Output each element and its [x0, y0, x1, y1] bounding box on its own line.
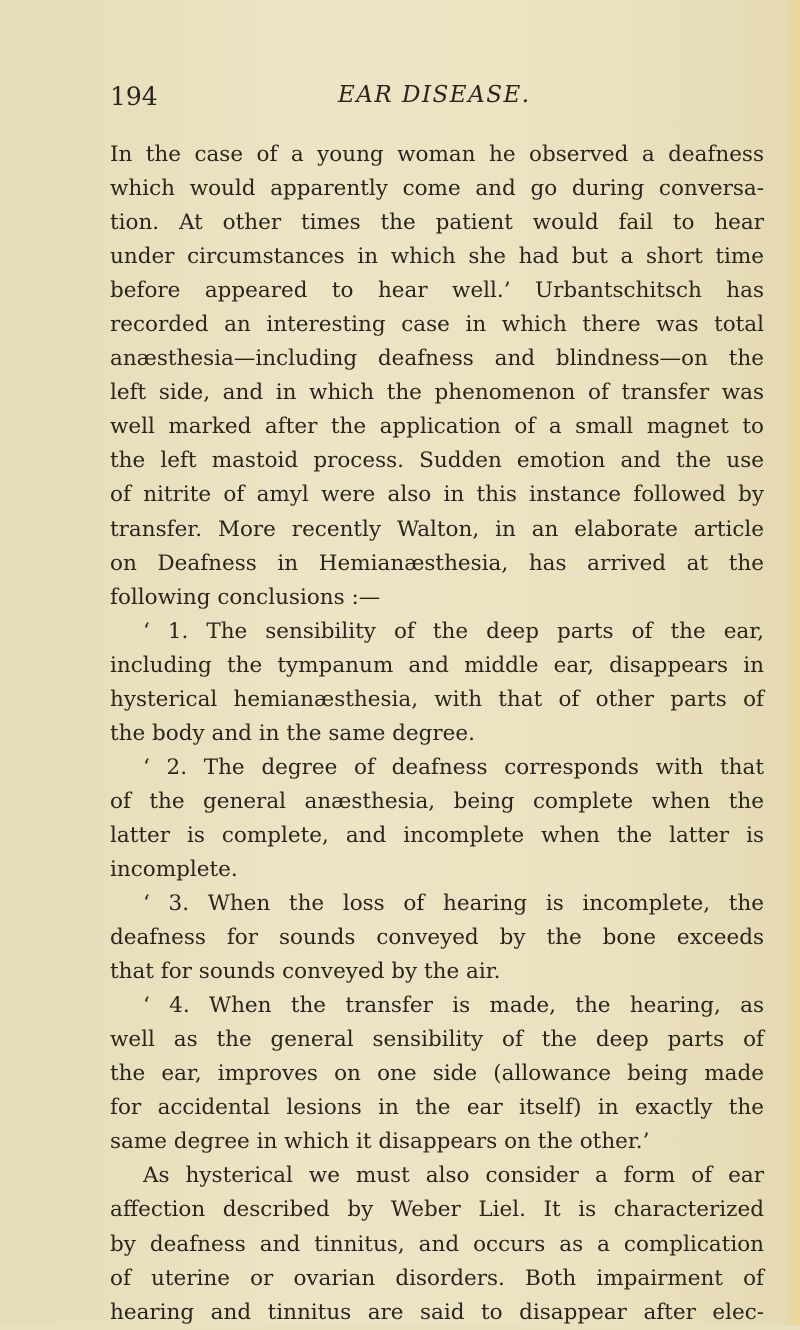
text-line: anæsthesia—including deafness and blindness—on the: [110, 346, 764, 372]
page-edge-shading: [786, 0, 800, 1325]
text-line: ‘ 2. The degree of deafness corresponds with that: [143, 754, 764, 780]
text-line: left side, and in which the phenomenon of transfer was: [110, 380, 764, 406]
text-line: incomplete.: [110, 856, 238, 882]
text-line: In the case of a young woman he observed a deafness: [110, 142, 764, 167]
text-line: ‘ 1. The sensibility of the deep parts of the ear,: [143, 618, 764, 644]
text-line: ‘ 4. When the transfer is made, the hearing, as: [143, 993, 764, 1019]
text-line: affection described by Weber Liel. It is characterized: [110, 1197, 764, 1223]
text-line: including the tympanum and middle ear, disappears in: [110, 652, 764, 678]
text-line: on Deafness in Hemianæsthesia, has arrived at the: [110, 550, 764, 576]
text-line: the ear, improves on one side (allowance being made: [110, 1061, 764, 1087]
text-line: of uterine or ovarian disorders. Both impairment of: [110, 1265, 764, 1291]
text-line: before appeared to hear well.’ Urbantschitsch has: [110, 278, 764, 304]
text-line: deafness for sounds conveyed by the bone exceeds: [110, 925, 764, 951]
text-line: latter is complete, and incomplete when the latter is: [110, 822, 764, 848]
page-number: 194: [110, 82, 158, 111]
text-line: well marked after the application of a small magnet to: [110, 414, 764, 440]
text-line: the left mastoid process. Sudden emotion and the use: [110, 448, 764, 474]
text-line: the body and in the same degree.: [110, 720, 475, 746]
text-line: tion. At other times the patient would fail to hear: [110, 210, 764, 236]
body-text: [110, 138, 764, 1330]
text-line: of the general anæsthesia, being complete when the: [110, 788, 764, 814]
text-line: As hysterical we must also consider a form of ear: [143, 1163, 764, 1189]
text-line: following conclusions :—: [110, 584, 381, 610]
text-line: hysterical hemianæsthesia, with that of other parts of: [110, 686, 764, 712]
text-line: under circumstances in which she had but a short time: [110, 244, 764, 270]
text-line: ‘ 3. When the loss of hearing is incomplete, the: [143, 891, 764, 917]
text-line: by deafness and tinnitus, and occurs as a complication: [110, 1231, 764, 1257]
text-line: which would apparently come and go during conversa-: [110, 176, 764, 202]
text-line: hearing and tinnitus are said to disappear after elec-: [110, 1299, 764, 1325]
text-line: that for sounds conveyed by the air.: [110, 959, 501, 985]
text-line: recorded an interesting case in which there was total: [110, 312, 764, 338]
text-line: transfer. More recently Walton, in an elaborate article: [110, 516, 764, 542]
text-line: same degree in which it disappears on the other.’: [110, 1129, 650, 1155]
running-title: EAR DISEASE.: [338, 82, 531, 108]
text-line: of nitrite of amyl were also in this instance followed by: [110, 482, 764, 508]
text-line: well as the general sensibility of the deep parts of: [110, 1027, 764, 1053]
page-header: [110, 82, 730, 116]
text-line: for accidental lesions in the ear itself) in exactly the: [110, 1095, 764, 1121]
